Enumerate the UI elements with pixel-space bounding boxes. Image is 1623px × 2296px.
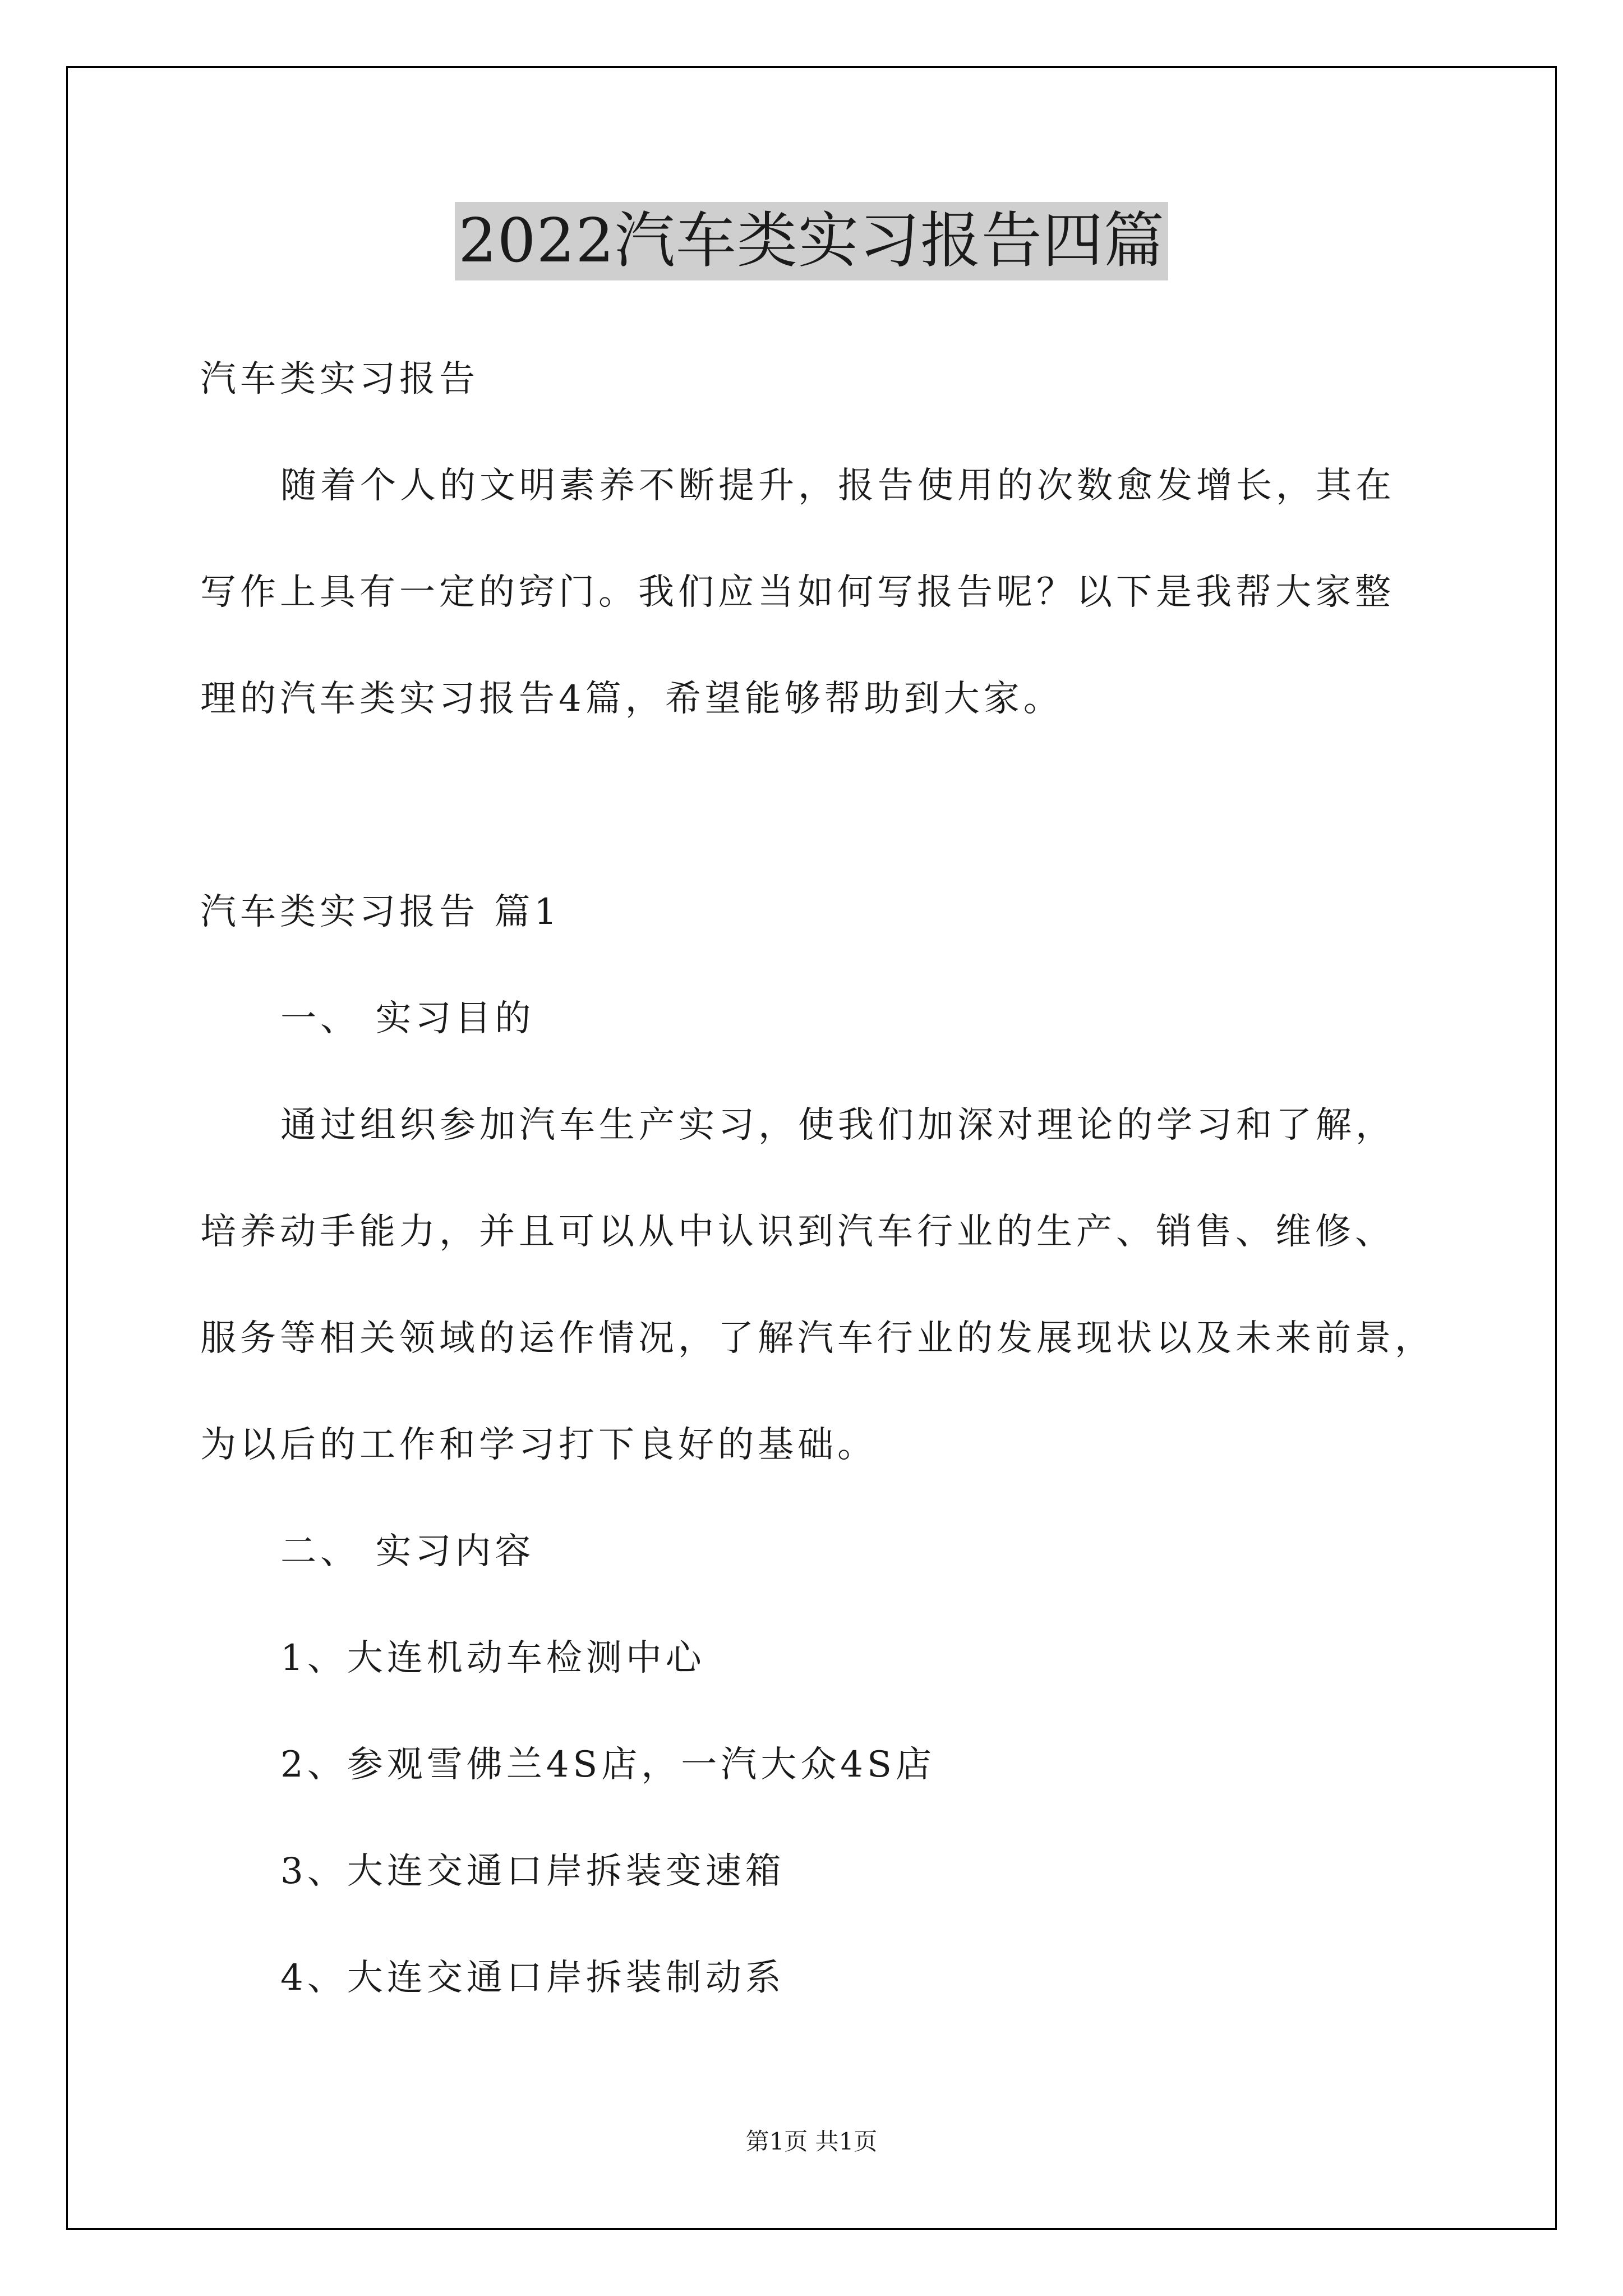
title-container xyxy=(0,202,1623,280)
content-item-4: 4、大连交通口岸拆装制动系 xyxy=(280,1957,785,1999)
content-item-2: 2、参观雪佛兰4S店，一汽大众4S店 xyxy=(280,1744,935,1786)
purpose-line-3: 服务等相关领域的运作情况，了解汽车行业的发展现状以及未来前景， xyxy=(200,1318,1435,1359)
document-subtitle: 汽车类实习报告 xyxy=(200,358,479,400)
intro-line-3: 理的汽车类实习报告4篇，希望能够帮助到大家。 xyxy=(200,678,1063,720)
purpose-line-4: 为以后的工作和学习打下良好的基础。 xyxy=(200,1424,877,1466)
intro-line-1: 随着个人的文明素养不断提升，报告使用的次数愈发增长，其在 xyxy=(280,465,1395,507)
page-number-footer: 第1页 共1页 xyxy=(745,2128,878,2155)
heading-content: 二、 实习内容 xyxy=(280,1531,535,1572)
intro-line-2: 写作上具有一定的窍门。我们应当如何写报告呢？以下是我帮大家整 xyxy=(200,572,1395,613)
heading-purpose: 一、 实习目的 xyxy=(280,998,535,1039)
purpose-line-2: 培养动手能力，并且可以从中认识到汽车行业的生产、销售、维修、 xyxy=(200,1211,1395,1253)
purpose-line-1: 通过组织参加汽车生产实习，使我们加深对理论的学习和了解， xyxy=(280,1105,1395,1146)
content-item-3: 3、大连交通口岸拆装变速箱 xyxy=(280,1851,785,1892)
document-title: 2022汽车类实习报告四篇 xyxy=(455,202,1168,280)
section-heading: 汽车类实习报告 篇1 xyxy=(200,891,561,933)
content-item-1: 1、大连机动车检测中心 xyxy=(280,1637,706,1679)
